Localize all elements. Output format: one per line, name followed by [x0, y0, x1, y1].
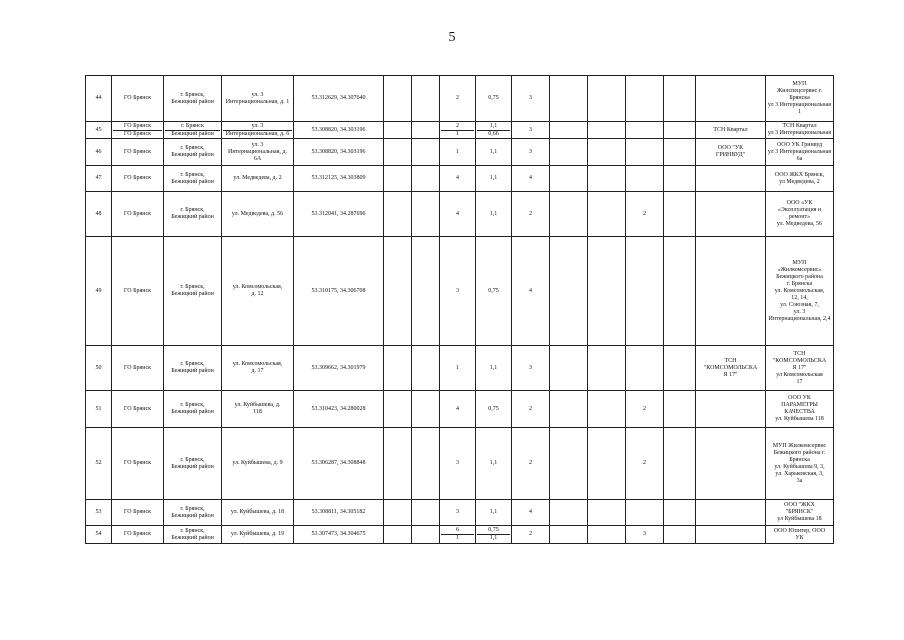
coordinates-cell: 53.307473, 34.304675 [294, 526, 384, 544]
container-volume-cell-part: 0,75 [488, 405, 499, 412]
manager-cell [696, 76, 766, 122]
owner-cell: ООО Юпитер, ООО УК [766, 526, 834, 544]
owner-cell: МУП Жилкомсервис Бежицкого района г. Брянска ул. Куйбышева 9, 3, ул. Харьковская, 3, 3а [766, 428, 834, 500]
empty-cell [550, 500, 588, 526]
container-volume-cell [476, 76, 512, 122]
count-cell: 3 [512, 139, 550, 166]
container-count-cell [440, 76, 476, 122]
city-cell: г. Брянск, Бежицкий район [164, 139, 222, 166]
address-cell: ул. Комсомольская, д. 12 [222, 237, 294, 346]
owner-cell: ООО УК ПАРАМЕТРЫ КАЧЕСТВА ул. Куйбышева 118 [766, 391, 834, 428]
owner-cell: ООО «УК «Эксплуатация и ремонт» ул. Медведева, 56 [766, 192, 834, 237]
count-cell: 3 [512, 76, 550, 122]
empty-cell [664, 346, 696, 391]
manager-cell [696, 526, 766, 544]
container-volume-cell [476, 166, 512, 192]
empty-cell [588, 122, 626, 139]
empty-cell [664, 192, 696, 237]
container-volume-cell [476, 391, 512, 428]
manager-cell [696, 391, 766, 428]
count-cell: 2 [512, 428, 550, 500]
city-cell: г. Брянск, Бежицкий район [164, 166, 222, 192]
count-cell: 2 [512, 192, 550, 237]
container-volume-cell-part: 0,66 [477, 130, 510, 138]
count-cell-2 [626, 346, 664, 391]
empty-cell [384, 192, 412, 237]
count-cell-2 [626, 237, 664, 346]
container-count-cell [440, 428, 476, 500]
count-cell-2 [626, 139, 664, 166]
table-row [86, 237, 834, 346]
empty-cell [588, 237, 626, 346]
container-count-cell [440, 122, 476, 139]
count-cell-2: 2 [626, 391, 664, 428]
empty-cell [384, 166, 412, 192]
container-volume-cell-part: 1,1 [489, 509, 498, 515]
coordinates-cell: 53.312629, 34.307640 [294, 76, 384, 122]
container-count-cell [440, 391, 476, 428]
address-cell: ул. Куйбышева, д. 118 [222, 391, 294, 428]
container-volume-cell-part: 0,75 [488, 287, 499, 294]
coordinates-cell: 53.310423, 34.280028 [294, 391, 384, 428]
container-count-cell [440, 237, 476, 346]
coordinates-cell: 53.310175, 34.306708 [294, 237, 384, 346]
coordinates-cell: 53.308811, 34.305182 [294, 500, 384, 526]
row-number: 50 [86, 346, 112, 391]
coordinates-cell: 53.312125, 34.303809 [294, 166, 384, 192]
register-table [85, 75, 834, 544]
table-row [86, 122, 834, 139]
count-cell-2 [626, 500, 664, 526]
address-cell-part: ул. 3 [251, 122, 264, 129]
container-volume-cell-part: 1,1 [489, 210, 498, 217]
container-volume-cell-part: 1,1 [489, 148, 498, 155]
container-volume-cell [476, 346, 512, 391]
empty-cell [588, 76, 626, 122]
city-cell: г. Брянск, Бежицкий район [164, 500, 222, 526]
empty-cell [384, 76, 412, 122]
city-cell: г. Брянск, Бежицкий район [164, 391, 222, 428]
address-cell: ул. Куйбышева, д. 9 [222, 428, 294, 500]
manager-cell: ООО "УК ГРИНВУД" [696, 139, 766, 166]
empty-cell [550, 122, 588, 139]
count-cell-2: 2 [626, 428, 664, 500]
coordinates-cell: 53.308820, 34.303196 [294, 139, 384, 166]
district-cell: ГО Брянск [112, 192, 164, 237]
row-number: 47 [86, 166, 112, 192]
container-volume-cell-part: 1,1 [477, 534, 510, 542]
container-count-cell [440, 526, 476, 544]
table-row [86, 526, 834, 544]
city-cell: г. Брянск, Бежицкий район [164, 192, 222, 237]
empty-cell [412, 526, 440, 544]
coordinates-cell: 53.308820, 34.303196 [294, 122, 384, 139]
empty-cell [588, 428, 626, 500]
city-cell: г. Брянск, Бежицкий район [164, 76, 222, 122]
manager-cell [696, 192, 766, 237]
district-cell: ГО Брянск [112, 139, 164, 166]
empty-cell [550, 391, 588, 428]
container-count-cell-part: 1 [456, 364, 459, 371]
empty-cell [412, 237, 440, 346]
district-cell: ГО Брянск [112, 526, 164, 544]
empty-cell [588, 391, 626, 428]
address-cell: ул. Медведева, д. 56 [222, 192, 294, 237]
empty-cell [550, 166, 588, 192]
container-volume-cell-part: 0,75 [488, 95, 499, 101]
manager-cell: ТСН "КОМСОМОЛЬСКА Я 17" [696, 346, 766, 391]
empty-cell [412, 500, 440, 526]
address-cell: ул. Комсомольская, д. 17 [222, 346, 294, 391]
owner-cell: МУП «Жилкомсервис» Бежицкого района г. Брянска ул. Комсомольская, 12, 14, ул. Союзная, 7, ул. 3 Интернациональная, 2,4 [766, 237, 834, 346]
manager-cell [696, 500, 766, 526]
container-volume-cell-part: 1,1 [489, 364, 498, 371]
table-row [86, 192, 834, 237]
owner-cell: ТСН "КОМСОМОЛЬСКА Я 17" ул Комсомольская 17 [766, 346, 834, 391]
owner-cell: ООО УК Гринвуд ул 3 Интернациональная 6а [766, 139, 834, 166]
empty-cell [588, 526, 626, 544]
empty-cell [384, 500, 412, 526]
container-count-cell-part: 3 [456, 287, 459, 294]
owner-cell: ООО ЖКХ Брянск, ул Медведева, 2 [766, 166, 834, 192]
empty-cell [384, 526, 412, 544]
city-cell: г. Брянск, Бежицкий район [164, 237, 222, 346]
row-number: 51 [86, 391, 112, 428]
count-cell: 3 [512, 122, 550, 139]
empty-cell [550, 526, 588, 544]
page-number: 5 [448, 30, 456, 45]
city-cell: г. Брянск, Бежицкий район [164, 526, 222, 544]
address-cell: ул. 3 Интернациональная, д. 6А [222, 139, 294, 166]
empty-cell [412, 76, 440, 122]
manager-cell: ТСН Квартал [696, 122, 766, 139]
empty-cell [384, 391, 412, 428]
district-cell: ГО Брянск [112, 428, 164, 500]
city-cell [164, 122, 222, 139]
empty-cell [664, 500, 696, 526]
row-number: 49 [86, 237, 112, 346]
district-cell: ГО Брянск [112, 166, 164, 192]
table-row [86, 428, 834, 500]
container-count-cell-part: 4 [456, 405, 459, 412]
empty-cell [384, 122, 412, 139]
empty-cell [550, 346, 588, 391]
empty-cell [412, 122, 440, 139]
empty-cell [588, 500, 626, 526]
container-volume-cell [476, 526, 512, 544]
address-cell: ул. Куйбышева, д. 18 [222, 500, 294, 526]
empty-cell [412, 346, 440, 391]
count-cell-2 [626, 166, 664, 192]
empty-cell [412, 139, 440, 166]
address-cell: ул. 3 Интернациональная, д. 1 [222, 76, 294, 122]
coordinates-cell: 53.306287, 34.308848 [294, 428, 384, 500]
count-cell-2 [626, 76, 664, 122]
district-cell: ГО Брянск [112, 237, 164, 346]
manager-cell [696, 166, 766, 192]
empty-cell [664, 122, 696, 139]
container-count-cell-part: 2 [456, 122, 459, 129]
empty-cell [384, 139, 412, 166]
container-volume-cell [476, 139, 512, 166]
empty-cell [412, 391, 440, 428]
container-volume-cell-part: 1,1 [489, 175, 498, 181]
container-volume-cell [476, 192, 512, 237]
empty-cell [384, 346, 412, 391]
table-row [86, 391, 834, 428]
district-cell [112, 122, 164, 139]
district-cell-part: ГО Брянск [113, 130, 162, 138]
district-cell: ГО Брянск [112, 76, 164, 122]
count-cell: 2 [512, 391, 550, 428]
container-count-cell-part: 3 [456, 509, 459, 515]
city-cell: г. Брянск, Бежицкий район [164, 428, 222, 500]
district-cell: ГО Брянск [112, 346, 164, 391]
container-count-cell [440, 192, 476, 237]
container-count-cell [440, 500, 476, 526]
empty-cell [588, 166, 626, 192]
count-cell: 4 [512, 500, 550, 526]
manager-cell [696, 428, 766, 500]
container-count-cell-part: 4 [456, 175, 459, 181]
table-row [86, 139, 834, 166]
coordinates-cell: 53.312041, 34.287696 [294, 192, 384, 237]
container-count-cell-part: 4 [456, 210, 459, 217]
address-cell: ул. Медведева, д. 2 [222, 166, 294, 192]
container-volume-cell [476, 428, 512, 500]
empty-cell [664, 428, 696, 500]
table-row [86, 76, 834, 122]
empty-cell [550, 139, 588, 166]
empty-cell [550, 76, 588, 122]
address-cell-part: Интернациональная, д. 6 [223, 130, 292, 138]
count-cell-2: 3 [626, 526, 664, 544]
container-volume-cell [476, 500, 512, 526]
city-cell-part: г. Брянск [181, 122, 204, 129]
container-count-cell-part: 1 [441, 130, 474, 138]
table-row [86, 346, 834, 391]
empty-cell [664, 237, 696, 346]
container-count-cell-part: 2 [456, 95, 459, 101]
coordinates-cell: 53.309662, 34.301979 [294, 346, 384, 391]
table-row [86, 500, 834, 526]
city-cell: г. Брянск, Бежицкий район [164, 346, 222, 391]
empty-cell [664, 139, 696, 166]
container-count-cell-part: 6 [456, 527, 459, 533]
count-cell: 4 [512, 166, 550, 192]
owner-cell: МУП Жилспецсервис г. Брянска ул 3 Интернациональная 1 [766, 76, 834, 122]
container-count-cell [440, 166, 476, 192]
container-count-cell [440, 139, 476, 166]
row-number: 54 [86, 526, 112, 544]
empty-cell [664, 76, 696, 122]
owner-cell: ООО "ЖКХ "БРЯНСК" ул Куйбышева 18 [766, 500, 834, 526]
empty-cell [550, 192, 588, 237]
empty-cell [384, 428, 412, 500]
row-number: 45 [86, 122, 112, 139]
address-cell: ул. Куйбышева, д. 19 [222, 526, 294, 544]
container-volume-cell-part: 1,1 [489, 122, 498, 129]
row-number: 48 [86, 192, 112, 237]
row-number: 53 [86, 500, 112, 526]
owner-cell: ТСН Квартал ул 3 Интернациональная [766, 122, 834, 139]
empty-cell [384, 237, 412, 346]
empty-cell [664, 391, 696, 428]
empty-cell [588, 346, 626, 391]
count-cell-2 [626, 122, 664, 139]
district-cell: ГО Брянск [112, 391, 164, 428]
count-cell: 4 [512, 237, 550, 346]
empty-cell [588, 192, 626, 237]
address-cell [222, 122, 294, 139]
container-volume-cell [476, 237, 512, 346]
container-volume-cell-part: 0,75 [488, 527, 499, 533]
count-cell: 3 [512, 346, 550, 391]
empty-cell [550, 237, 588, 346]
row-number: 44 [86, 76, 112, 122]
city-cell-part: Бежицкий район [165, 130, 220, 138]
district-cell: ГО Брянск [112, 500, 164, 526]
row-number: 52 [86, 428, 112, 500]
count-cell-2: 2 [626, 192, 664, 237]
row-number: 46 [86, 139, 112, 166]
container-volume-cell [476, 122, 512, 139]
empty-cell [412, 428, 440, 500]
container-count-cell [440, 346, 476, 391]
table-row [86, 166, 834, 192]
empty-cell [588, 139, 626, 166]
container-count-cell-part: 1 [456, 148, 459, 155]
container-count-cell-part: 3 [456, 460, 459, 466]
empty-cell [664, 166, 696, 192]
empty-cell [550, 428, 588, 500]
manager-cell [696, 237, 766, 346]
container-count-cell-part: 1 [441, 534, 474, 542]
count-cell: 2 [512, 526, 550, 544]
district-cell-part: ГО Брянск [123, 122, 152, 129]
container-volume-cell-part: 1,1 [489, 460, 498, 466]
empty-cell [664, 526, 696, 544]
empty-cell [412, 166, 440, 192]
empty-cell [412, 192, 440, 237]
